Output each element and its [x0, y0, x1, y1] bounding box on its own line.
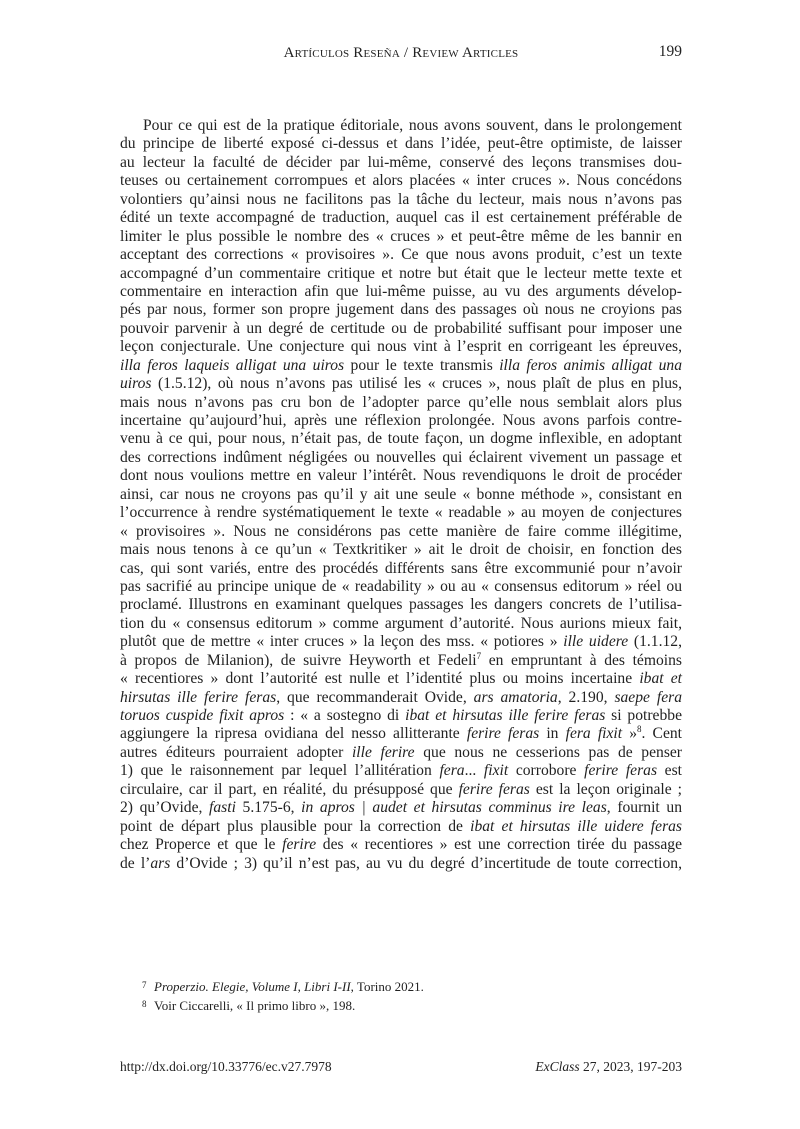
italic-text: uiros: [120, 375, 152, 393]
text-segment: pas sacrifié au principe unique de « readability » ou au « consensus editorum » réel ou: [120, 577, 682, 595]
italic-text: toruos cuspide fixit apros: [120, 707, 285, 724]
text-line: [120, 135, 682, 153]
text-segment: limiter le plus possible le nombre des « cruces » et peut-être même de les bannir en: [120, 227, 682, 245]
italic-text: ibat et: [639, 670, 682, 688]
italic-text: fixit: [483, 762, 509, 780]
italic-text: fera fixit: [565, 725, 623, 743]
text-segment: « recentiores » dont l’autorité est nulle et l’identité plus ou moins incertaine: [120, 670, 640, 688]
italic-text: ibat et hirsutas ille uidere feras: [470, 817, 682, 835]
text-segment: pour le texte transmis: [344, 356, 500, 374]
text-segment: dont nous voulions mettre en valeur l’intérêt. Nous revendiquons le droit de procéder: [120, 467, 682, 485]
text-segment: tion du « consensus editorum » comme argument d’autorité. Nous aurions mieux fait,: [120, 614, 682, 632]
text-segment: si potrebbe: [605, 707, 682, 724]
text-line: [120, 855, 682, 873]
text-line: [120, 560, 682, 578]
text-segment: (1.5.12), où nous n’avons pas utilisé les « cruces », nous plaît de plus en plus,: [151, 375, 682, 393]
text-segment: de l’: [120, 854, 151, 872]
text-line: [120, 375, 682, 393]
text-segment: mais nous tenons à ce qu’un « Textkritiker » ait le droit de choisir, en fonction des: [120, 541, 682, 559]
italic-text: in apros | audet et hirsutas comminus ire leas: [301, 799, 607, 817]
text-segment: mais nous n’avons pas cru bon de l’adopter parce qu’elle nous semblait alors plus: [120, 393, 682, 411]
text-line: [120, 652, 682, 670]
text-segment: teuses ou certainement corrompues et alors placées « inter cruces ». Nous concédons: [120, 172, 682, 190]
footnote-text: , Torino 2021.: [350, 979, 424, 994]
journal-citation: [535, 1059, 682, 1075]
text-line: [120, 338, 682, 356]
italic-text: illa feros laqueis alligat una uiros: [120, 356, 345, 374]
page-header: [120, 45, 682, 67]
text-line: [120, 523, 682, 541]
text-line: [120, 467, 682, 485]
text-segment: au lecteur la faculté de décider par lui-même, conservé des leçons transmises dou-: [120, 153, 682, 171]
italic-text: hirsutas ille ferire feras: [120, 688, 277, 706]
text-segment: . Cent: [641, 725, 682, 743]
italic-text: illa feros animis alligat una: [499, 356, 682, 374]
footnote-ref[interactable]: 8: [637, 724, 642, 735]
text-line: [120, 228, 682, 246]
text-segment: , 2.190,: [557, 688, 615, 706]
text-line: [120, 246, 682, 264]
text-line: [120, 486, 682, 504]
text-segment: (1.1.12,: [628, 633, 682, 651]
italic-text: fera: [439, 762, 465, 780]
text-line: [120, 394, 682, 412]
footnote-ref[interactable]: 7: [476, 650, 482, 661]
italic-text: saepe fera: [614, 688, 682, 706]
text-line: [120, 449, 682, 467]
italic-text: ibat et hirsutas ille ferire feras: [405, 707, 606, 724]
text-segment: pouvoir parvenir à un degré de certitude ou de probabilité suffisant pour imposer une: [120, 319, 682, 337]
text-line: [120, 744, 682, 762]
text-line: [120, 191, 682, 209]
text-line: [120, 430, 682, 448]
italic-text: ars amatoria: [473, 688, 558, 706]
italic-text: ferire feras: [466, 725, 540, 743]
text-line: [120, 504, 682, 522]
text-line: [120, 707, 682, 725]
text-segment: circulaire, car il part, en réalité, du présupposé que: [120, 780, 459, 798]
text-segment: corrobore: [508, 762, 585, 780]
text-line: [120, 615, 682, 633]
text-segment: 2) qu’Ovide,: [120, 799, 210, 817]
text-segment: en empruntant à des témoins: [481, 651, 682, 669]
text-segment: aggiungere la ripresa ovidiana del nesso allitterante: [120, 725, 467, 743]
text-line: [120, 670, 682, 688]
text-line: [120, 578, 682, 596]
text-segment: in: [539, 725, 566, 743]
text-line: [120, 725, 682, 743]
text-segment: autres éditeurs pourraient adopter: [120, 743, 352, 761]
text-segment: chez Properce et que le: [120, 836, 283, 854]
text-segment: 5.175-6,: [235, 799, 302, 817]
italic-text: fasti: [209, 799, 236, 817]
italic-text: ferire feras: [584, 762, 658, 780]
text-segment: l’occurrence à rendre systématiquement le texte « readable » au moyen de conjectures: [120, 504, 682, 522]
text-line: [120, 172, 682, 190]
text-segment: « provisoires ». Nous ne considérons pas cette manière de faire comme illégitime,: [120, 522, 682, 540]
text-line: [120, 596, 682, 614]
text-line: [120, 265, 682, 283]
text-segment: du principe de liberté exposé ci-dessus et dans l’idée, peut-être optimiste, de laisser: [120, 135, 682, 153]
text-line: [120, 781, 682, 799]
doi-link[interactable]: http://dx.doi.org/10.33776/ec.v27.7978: [120, 1059, 332, 1074]
footnote-title: Properzio. Elegie, Volume I, Libri I-II: [154, 979, 351, 994]
text-line: [120, 320, 682, 338]
text-segment: édité un texte accompagné de traduction, auquel cas il est certainement préférable de: [120, 209, 682, 227]
text-segment: des corrections indûment négligées ou nouvelles qui éclairent vivement un passage et: [120, 448, 682, 466]
footnote-7: [120, 977, 682, 996]
footnote-text: Voir Ciccarelli, « Il primo libro », 198.: [154, 998, 356, 1013]
italic-text: ille uidere: [563, 633, 629, 651]
page-number: 199: [658, 43, 682, 60]
text-segment: point de départ plus plausible pour la correction de: [120, 817, 471, 835]
text-line: [120, 799, 682, 817]
text-segment: à propos de Milanion), de suivre Heyworth et Fedeli: [120, 651, 477, 669]
text-segment: est: [657, 762, 683, 780]
text-segment: , que recommanderait Ovide,: [276, 688, 474, 706]
text-segment: accompagné d’un commentaire critique et notre but était que le lecteur mette texte et: [120, 264, 682, 282]
text-segment: ainsi, car nous ne croyons pas qu’il y ait une seule « bonne méthode », consistant en: [120, 485, 682, 503]
text-segment: proclamé. Illustrons en examinant quelques passages les dangers concrets de l’utilisa-: [120, 596, 682, 614]
text-line: [120, 689, 682, 707]
text-segment: commentaire en interaction afin que lui-même puisse, au vu des arguments dévelop-: [120, 282, 682, 300]
text-segment: cas, qui sont variés, entre des procédés différents sans être excommunié pour n’avoir: [120, 559, 682, 577]
italic-text: ferire feras: [458, 780, 530, 798]
text-line: [120, 357, 682, 375]
italic-text: ille ferire: [351, 743, 415, 761]
text-line: [120, 836, 682, 854]
text-line: [120, 818, 682, 836]
text-line: [120, 154, 682, 172]
text-segment: est la leçon originale ;: [529, 780, 683, 798]
text-segment: leçon conjecturale. Une conjecture qui nous vint à l’esprit en corrigeant les épreuves,: [120, 338, 682, 356]
journal-name: ExClass: [535, 1059, 580, 1074]
text-line: [120, 301, 682, 319]
text-segment: »: [622, 725, 638, 743]
text-line: [120, 283, 682, 301]
text-segment: Pour ce qui est de la pratique éditoriale, nous avons souvent, dans le prolongement: [143, 117, 682, 134]
text-segment: pés par nous, former son propre jugement dans des passages où nous ne croyions pas: [120, 301, 682, 319]
text-segment: que nous ne cesserions pas de penser: [414, 743, 682, 761]
text-segment: 1) que le raisonnement par lequel l’allitération: [120, 762, 440, 780]
text-segment: ...: [464, 762, 484, 780]
italic-text: ars: [150, 854, 171, 872]
footnote-number: 7: [142, 980, 147, 990]
text-segment: incertaine qu’aujourd’hui, après une réflexion prolongée. Nous avons parfois contre-: [120, 412, 682, 429]
italic-text: ferire: [282, 836, 317, 854]
citation-text: 27, 2023, 197-203: [579, 1059, 682, 1074]
body-paragraph: [120, 117, 682, 873]
text-line: [120, 541, 682, 559]
footnote-number: 8: [142, 999, 147, 1009]
text-segment: : « a sostegno di: [284, 707, 406, 724]
text-line: [120, 762, 682, 780]
text-line: [120, 209, 682, 227]
footnote-8: [120, 996, 682, 1015]
text-line: [120, 412, 682, 430]
text-segment: , fournit un: [606, 799, 682, 817]
text-segment: acceptant des corrections « provisoires ». Ce que nous avons produit, c’est un texte: [120, 246, 682, 264]
text-segment: plutôt que de mettre « inter cruces » la leçon des mss. « potiores »: [120, 633, 564, 651]
running-title: Artículos Reseña / Review Articles: [283, 45, 519, 61]
text-line: [120, 117, 682, 135]
text-segment: des « recentiores » est une correction tirée du passage: [316, 836, 682, 854]
text-segment: volontiers qu’ainsi nous ne facilitons pas la tâche du lecteur, mais nous n’avons pas: [120, 190, 682, 208]
footnotes: [120, 977, 682, 1015]
text-segment: venu à ce qui, pour nous, n’était pas, de toute façon, un dogme inflexible, en adoptant: [120, 430, 682, 448]
text-line: [120, 633, 682, 651]
text-segment: d’Ovide ; 3) qu’il n’est pas, au vu du degré d’incertitude de toute correction,: [170, 854, 682, 872]
